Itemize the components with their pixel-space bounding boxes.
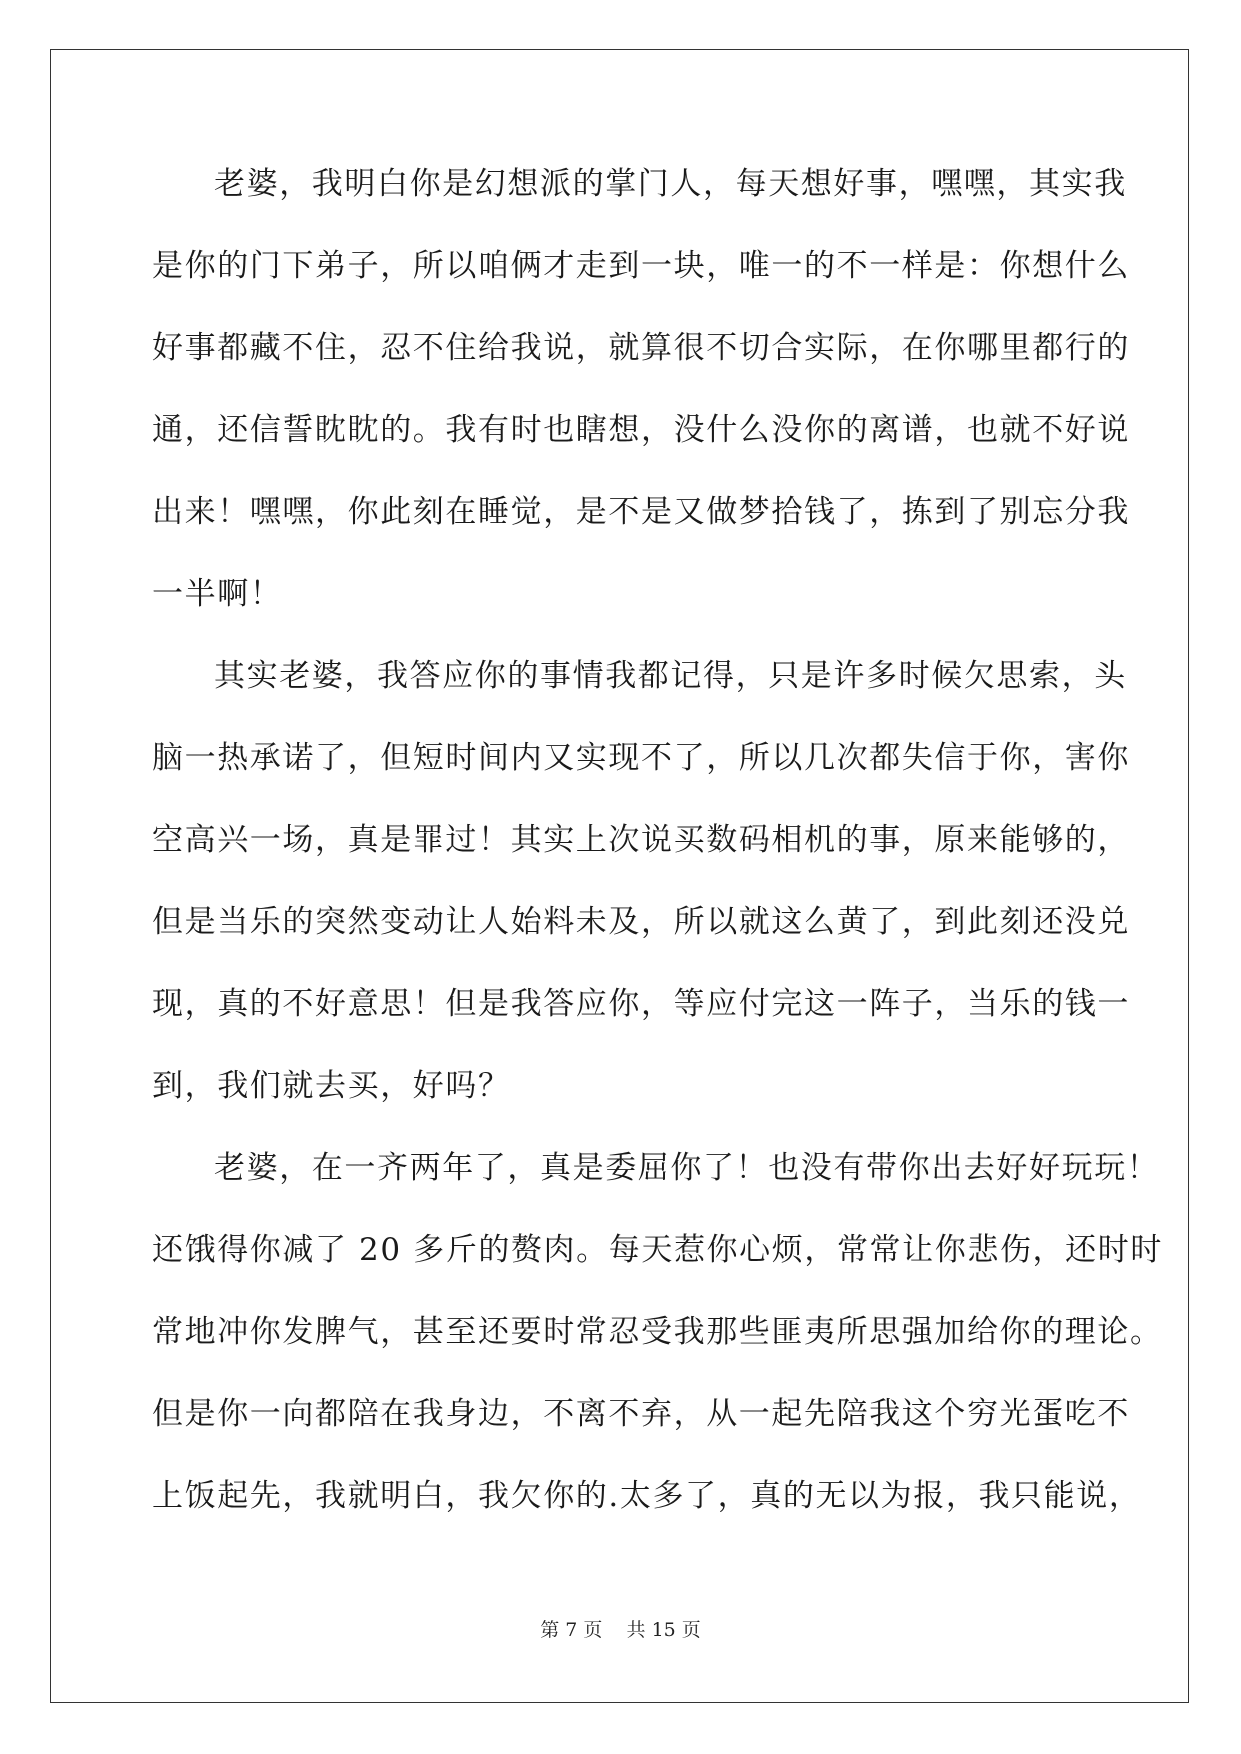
text-line: 还饿得你减了 20 多斤的赘肉。每天惹你心烦，常常让你悲伤，还时时 bbox=[152, 1232, 1163, 1268]
text-line: 空高兴一场，真是罪过！其实上次说买数码相机的事，原来能够的， bbox=[152, 822, 1130, 858]
text-line: 通，还信誓眈眈的。我有时也瞎想，没什么没你的离谱，也就不好说 bbox=[152, 412, 1130, 448]
text-line: 上饭起先，我就明白，我欠你的.太多了，真的无以为报，我只能说， bbox=[152, 1478, 1142, 1514]
text-line: 出来！嘿嘿，你此刻在睡觉，是不是又做梦拾钱了，拣到了别忘分我 bbox=[152, 494, 1130, 530]
text-line: 好事都藏不住，忍不住给我说，就算很不切合实际，在你哪里都行的 bbox=[152, 330, 1130, 366]
document-body bbox=[152, 160, 1163, 1554]
text-line: 但是你一向都陪在我身边，不离不弃，从一起先陪我这个穷光蛋吃不 bbox=[152, 1396, 1130, 1432]
text-line: 是你的门下弟子，所以咱俩才走到一块，唯一的不一样是：你想什么 bbox=[152, 248, 1130, 284]
text-line: 老婆，在一齐两年了，真是委屈你了！也没有带你出去好好玩玩！ bbox=[214, 1150, 1160, 1186]
text-line: 现，真的不好意思！但是我答应你，等应付完这一阵子，当乐的钱一 bbox=[152, 986, 1130, 1022]
text-line: 常地冲你发脾气，甚至还要时常忍受我那些匪夷所思强加给你的理论。 bbox=[152, 1314, 1163, 1350]
text-line: 脑一热承诺了，但短时间内又实现不了，所以几次都失信于你，害你 bbox=[152, 740, 1130, 776]
text-line: 一半啊！ bbox=[152, 576, 283, 612]
text-line: 其实老婆，我答应你的事情我都记得，只是许多时候欠思索，头 bbox=[214, 658, 1127, 694]
text-line: 但是当乐的突然变动让人始料未及，所以就这么黄了，到此刻还没兑 bbox=[152, 904, 1130, 940]
text-line: 到，我们就去买，好吗？ bbox=[152, 1068, 511, 1104]
page-footer bbox=[0, 1617, 1241, 1643]
page-number-label: 第 7 页 共 15 页 bbox=[540, 1619, 701, 1641]
text-line: 老婆，我明白你是幻想派的掌门人，每天想好事，嘿嘿，其实我 bbox=[214, 166, 1127, 202]
